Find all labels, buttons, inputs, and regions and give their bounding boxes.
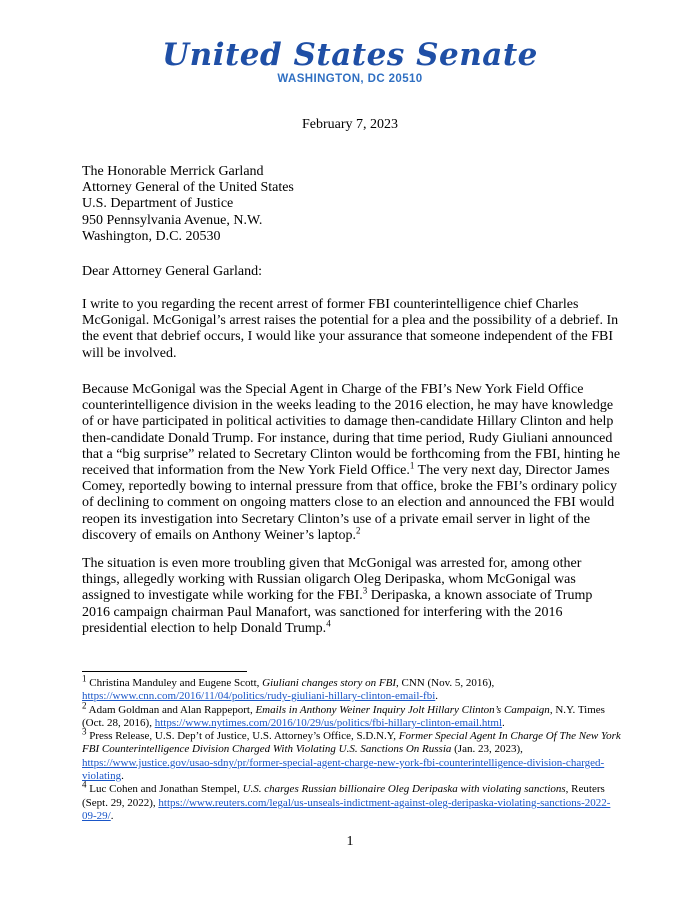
paragraph-text: The situation is even more troubling given that McGonigal was arrested for, among other things, allegedly working with Russian oligarch Oleg Deripaska, whom McGonigal was assigned to investigate while working for the FBI. — [82, 556, 582, 604]
paragraph-text: Deripaska, a known associate of Trump 2016 campaign chairman Paul Manafort, was sanctioned for interfering with the 2016 presidential election to help Donald Trump. — [82, 588, 593, 636]
footnote-title: Former Special Agent In Charge Of The New York FBI Counterintelligence Division Charged With Violating U.S. Sanctions On Russia — [82, 730, 621, 756]
paragraph-2 — [82, 382, 622, 544]
footnote-mark[interactable]: 4 — [326, 618, 331, 629]
footnote-link[interactable]: https://www.nytimes.com/2016/10/29/us/politics/fbi-hillary-clinton-email.html — [154, 716, 502, 729]
footnote-author: Christina Manduley and Eugene Scott, — [86, 677, 263, 689]
paragraph-text: The very next day, Director James Comey, reportedly bowing to internal pressure from that office, broke the FBI’s ordinary policy of declining to comment on ongoing matters close to an election and announced the FBI would reopen its investigation into Secretary Clinton’s use of a private email server in light of the discovery of emails on Anthony Weiner’s laptop. — [82, 463, 617, 543]
footnote-publication: , N.Y. Times (Oct. 28, 2016), — [82, 703, 605, 729]
address-line: Washington, D.C. 20530 — [82, 228, 221, 244]
footnote-divider — [82, 671, 247, 672]
footnote-4 — [82, 779, 622, 823]
page-number: 1 — [346, 834, 354, 849]
footnote-3 — [82, 726, 622, 783]
address-line: 950 Pennsylvania Avenue, N.W. — [82, 212, 263, 228]
footnote-1 — [82, 673, 622, 704]
letter-date: February 7, 2023 — [301, 117, 399, 132]
footnote-mark[interactable]: 3 — [362, 585, 368, 596]
letterhead-title: United States Senate — [162, 37, 538, 73]
footnote-title: Giuliani changes story on FBI — [262, 677, 396, 689]
footnote-number: 4 — [82, 779, 87, 790]
footnote-author: Adam Goldman and Alan Rappeport, — [86, 703, 256, 716]
footnote-publication: (Jan. 23, 2023), — [451, 743, 523, 756]
footnote-publication: , Reuters (Sept. 29, 2022), — [82, 783, 605, 809]
footnote-publication: , CNN (Nov. 5, 2016), — [396, 677, 495, 689]
footnotes — [82, 673, 622, 823]
paragraph-text: I write to you regarding the recent arrest of former FBI counterintelligence chief Charles McGonigal. McGonigal’s arrest raises the potential for a plea and the possibility of a debrief. In the event that debrief occurs, I would like your assurance that someone independent of the FBI will be involved. — [82, 297, 619, 361]
footnote-link[interactable]: https://www.cnn.com/2016/11/04/politics/rudy-giuliani-hillary-clinton-email-fbi — [82, 690, 436, 703]
footnote-period: . — [110, 809, 114, 822]
footnote-title: Emails in Anthony Weiner Inquiry Jolt Hillary Clinton’s Campaign — [255, 703, 550, 716]
footnote-number: 3 — [82, 726, 87, 737]
footnote-title: U.S. charges Russian billionaire Oleg Deripaska with violating sanctions — [242, 783, 566, 796]
footnote-period: . — [502, 716, 505, 729]
footnote-author: Press Release, U.S. Dep’t of Justice, U.S. Attorney’s Office, S.D.N.Y, — [86, 730, 399, 743]
footnote-number: 2 — [82, 699, 87, 710]
footnote-mark[interactable]: 1 — [409, 460, 415, 471]
address-line: U.S. Department of Justice — [82, 196, 234, 212]
paragraph-3 — [82, 556, 622, 637]
footnote-link[interactable]: https://www.justice.gov/usao-sdny/pr/former-special-agent-charge-new-york-fbi-counterintelligence-division-charged-violating — [82, 756, 605, 783]
address-line: The Honorable Merrick Garland — [82, 164, 264, 179]
letterhead-subtitle: WASHINGTON, DC 20510 — [277, 73, 423, 85]
footnote-mark[interactable]: 2 — [356, 525, 361, 536]
footnote-author: Luc Cohen and Jonathan Stempel, — [86, 783, 243, 796]
footnote-period: . — [435, 690, 439, 703]
footnote-number: 1 — [82, 673, 87, 684]
paragraph-1 — [82, 297, 622, 362]
paragraph-text: Because McGonigal was the Special Agent in Charge of the FBI’s New York Field Office counterintelligence division in the weeks leading to the 2016 election, he may have knowledge of or have participated in political activities to damage then-candidate Hillary Clinton and help then-candidate Donald Trump. For instance, during that time period, Rudy Giuliani announced that a “big surprise” related to Secretary Clinton would be forthcoming from the FBI, hinting he received that information from the New York Field Office. — [82, 382, 621, 479]
footnote-2 — [82, 699, 622, 731]
letterhead — [0, 38, 700, 85]
recipient-address — [82, 164, 622, 245]
footnote-period: . — [121, 770, 124, 783]
salutation: Dear Attorney General Garland: — [82, 264, 262, 279]
address-line: Attorney General of the United States — [82, 180, 294, 196]
footnote-link[interactable]: https://www.reuters.com/legal/us-unseals-indictment-against-oleg-deripaska-violating-sanctions-2022-09-29/ — [82, 796, 611, 822]
